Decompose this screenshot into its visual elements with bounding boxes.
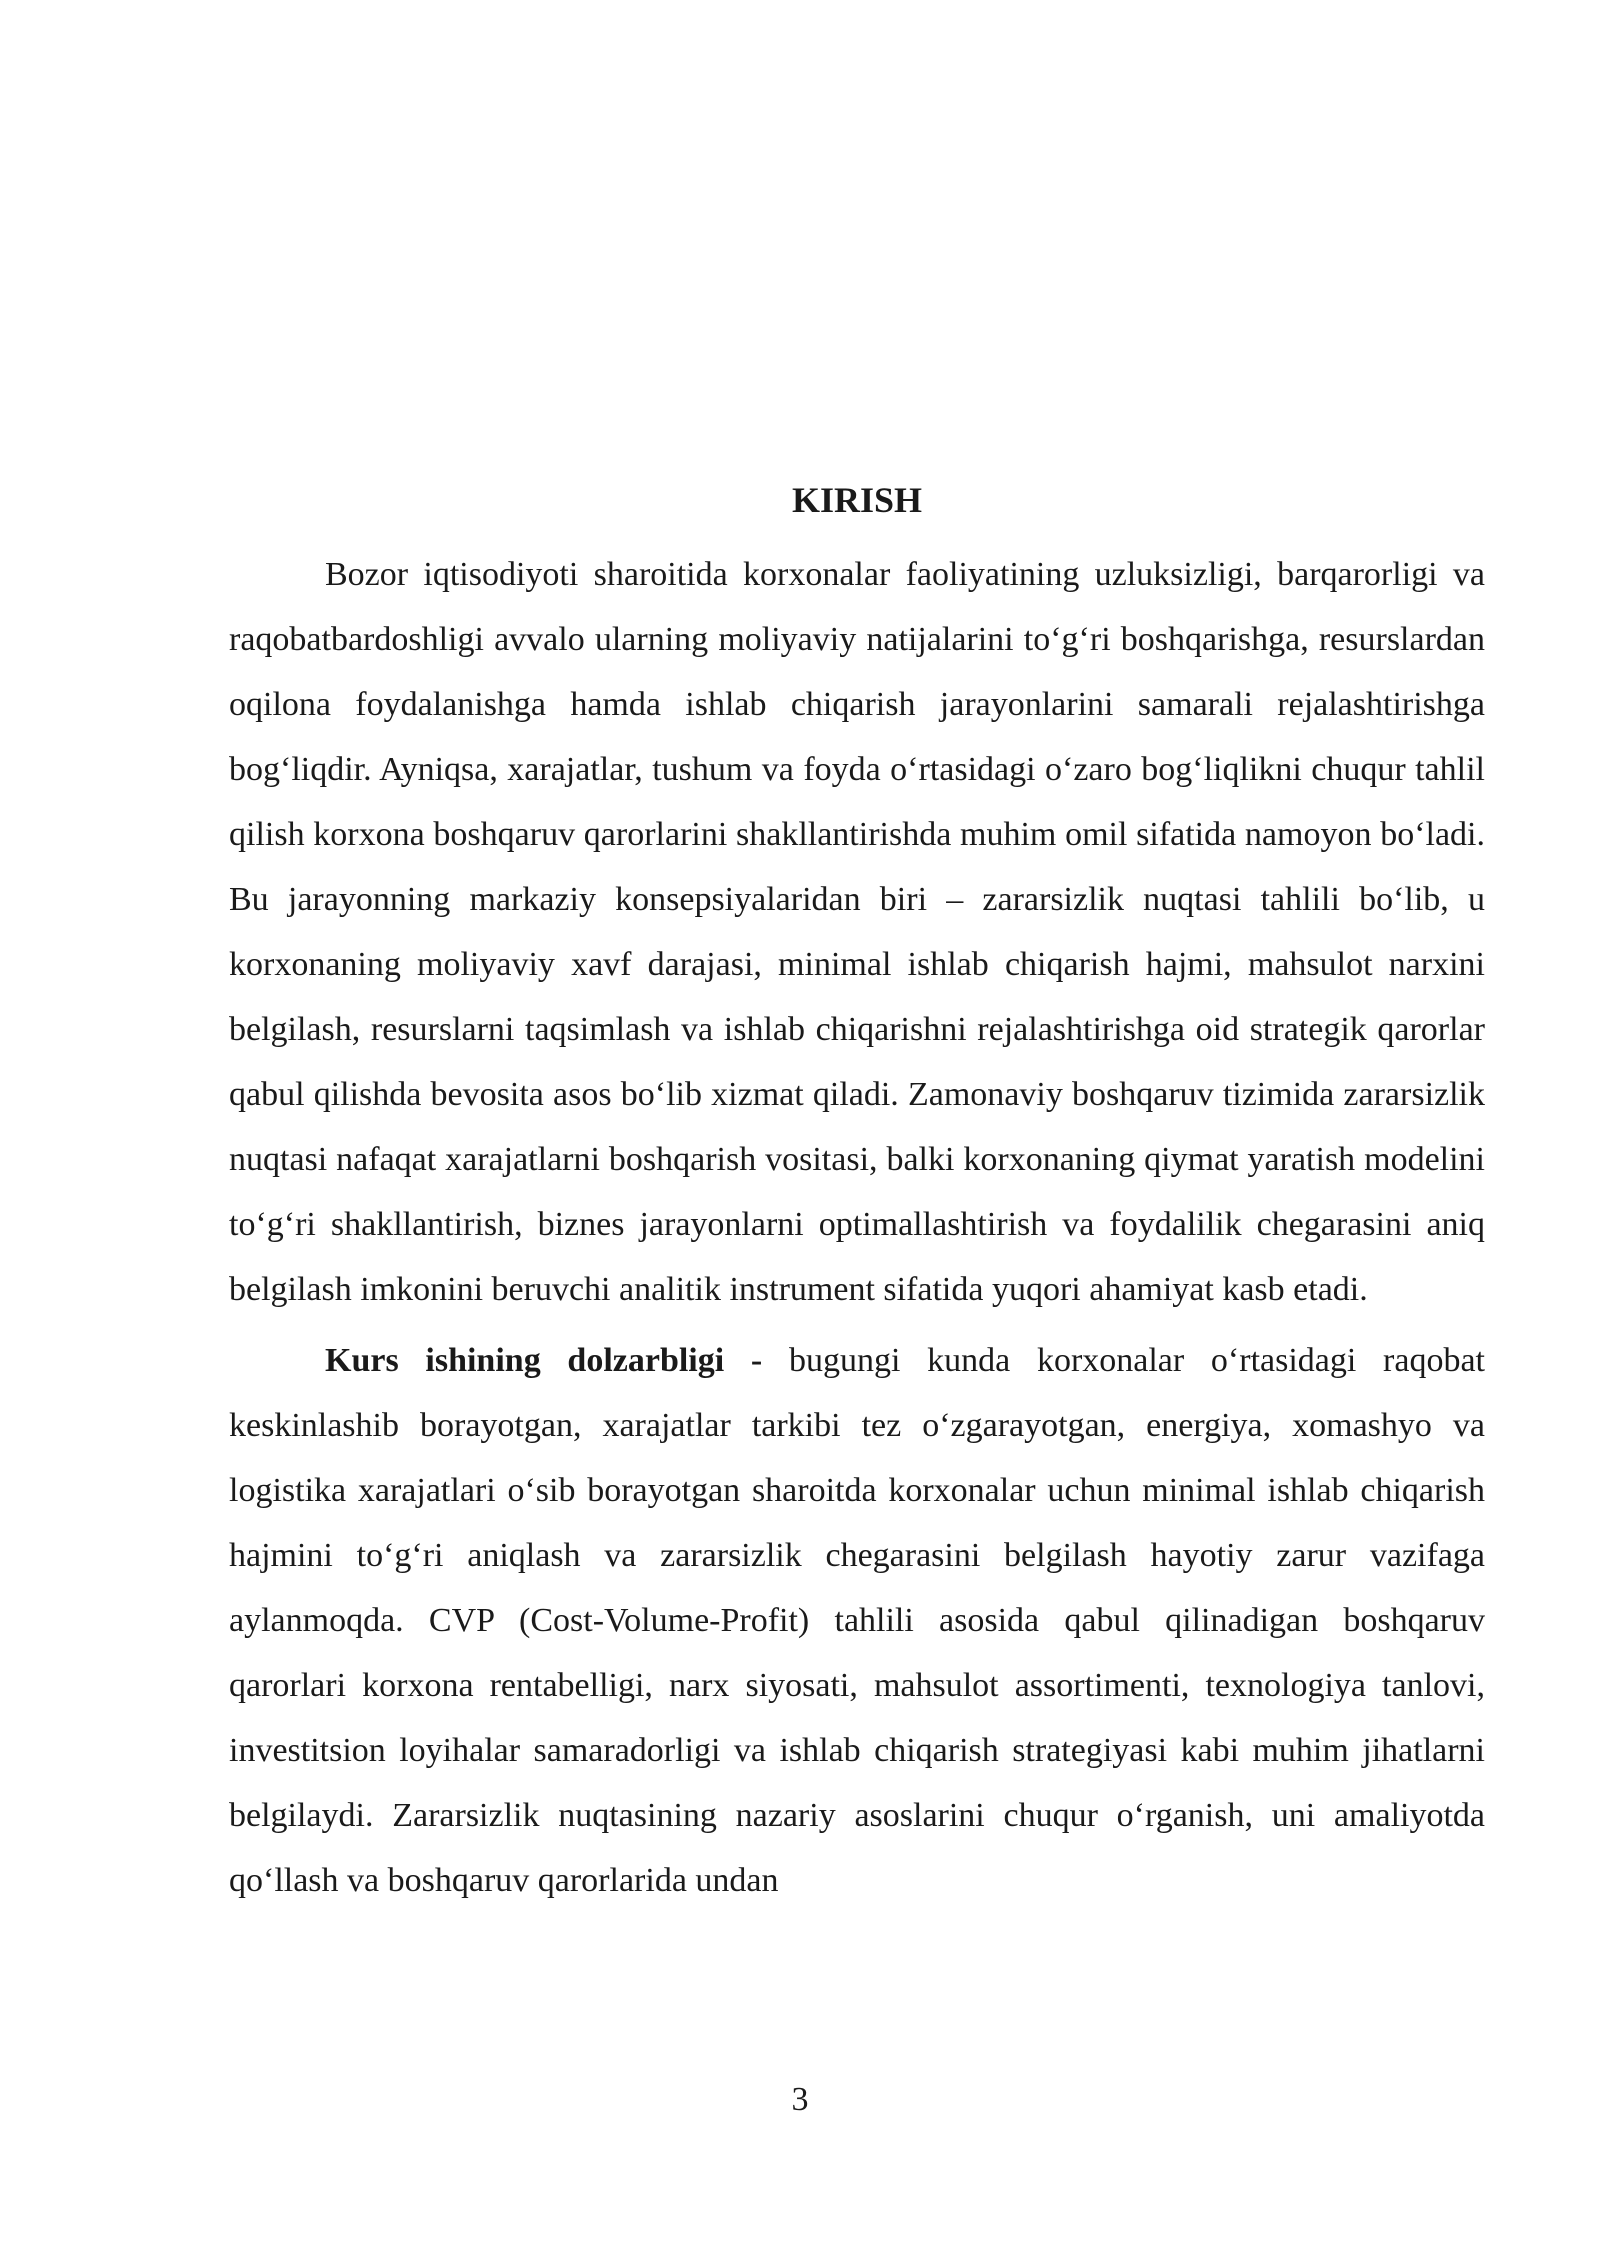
page-content — [229, 470, 1485, 1913]
section-heading: KIRISH — [791, 480, 923, 520]
intro-paragraph — [229, 542, 1485, 1322]
paragraph-lead: Kurs ishining dolzarbligi - — [325, 1342, 763, 1379]
paragraph-text: bugungi kunda korxonalar o‘rtasidagi raqobat keskinlashib borayotgan, xarajatlar tarkibi tez o‘zgarayotgan, energiya, xomashyo va logistika xarajatlari o‘sib borayotgan sharoitda korxonalar uchun minimal ishlab chiqarish hajmini to‘g‘ri aniqlash va zararsizlik chegarasini belgilash hayotiy zarur vazifaga aylanmoqda. CVP (Cost-Volume-Profit) tahlili asosida qabul qilinadigan boshqaruv qarorlari korxona rentabelligi, narx siyosati, mahsulot assortimenti, texnologiya tanlovi, investitsion loyihalar samaradorligi va ishlab chiqarish strategiyasi kabi muhim jihatlarni belgilaydi. Zararsizlik nuqtasining nazariy asoslarini chuqur o‘rganish, uni amaliyotda qo‘llash va boshqaruv qarorlarida undan — [229, 1342, 1485, 1899]
paragraph-text: Bozor iqtisodiyoti sharoitida korxonalar faoliyatining uzluksizligi, barqarorligi va raqobatbardoshligi avvalo ularning moliyaviy natijalarini to‘g‘ri boshqarishga, resurslardan oqilona foydalanishga hamda ishlab chiqarish jarayonlarini samarali rejalashtirishga bog‘liqdir. Ayniqsa, xarajatlar, tushum va foyda o‘rtasidagi o‘zaro bog‘liqlikni chuqur tahlil qilish korxona boshqaruv qarorlarini shakllantirishda muhim omil sifatida namoyon bo‘ladi. Bu jarayonning markaziy konsepsiyalaridan biri – zararsizlik nuqtasi tahlili bo‘lib, u korxonaning moliyaviy xavf darajasi, minimal ishlab chiqarish hajmi, mahsulot narxini belgilash, resurslarni taqsimlash va ishlab chiqarishni rejalashtirishga oid strategik qarorlar qabul qilishda bevosita asos bo‘lib xizmat qiladi. Zamonaviy boshqaruv tizimida zararsizlik nuqtasi nafaqat xarajatlarni boshqarish vositasi, balki korxonaning qiymat yaratish modelini to‘g‘ri shakllantirish, biznes jarayonlarni optimallashtirish va foydalilik chegarasini aniq belgilash imkonini beruvchi analitik instrument sifatida yuqori ahamiyat kasb etadi. — [229, 556, 1485, 1308]
relevance-paragraph — [229, 1328, 1485, 1913]
page-number: 3 — [791, 2081, 809, 2118]
